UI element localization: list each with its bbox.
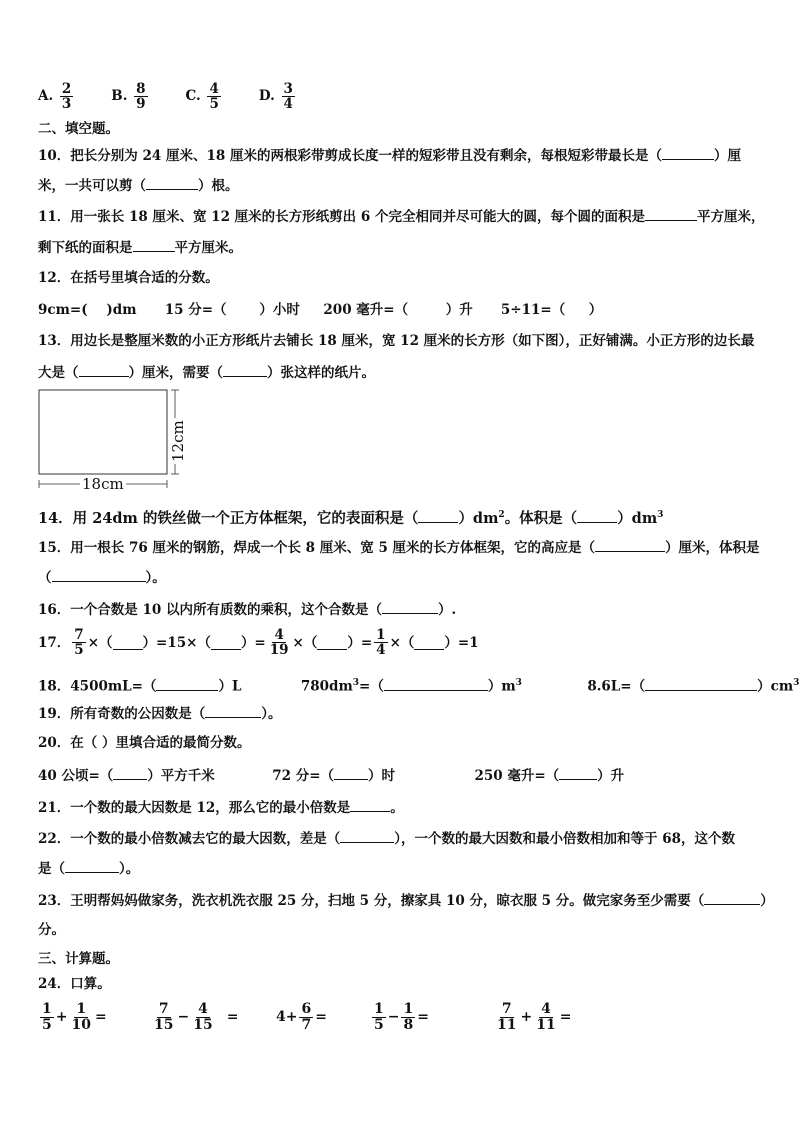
calc-item-2: $\frac{7}{15}$ − $\frac{4}{15}$ = — [154, 1001, 239, 1033]
question-12-items: 9cm=( )dm 15 分=（ ）小时 200 毫升=（ ）升 5÷11=（ ） — [38, 302, 603, 318]
question-10-line1: 10．把长分别为 24 厘米、18 厘米的两根彩带剪成长度一样的短彩带且没有剩余，每根短彩带最长是（ ）厘 — [38, 148, 741, 164]
answer-blank[interactable] — [645, 207, 697, 221]
answer-blank[interactable] — [382, 600, 438, 614]
answer-blank[interactable] — [350, 798, 390, 812]
question-16: 16．一个合数是 10 以内所有质数的乘积，这个合数是（ ）. — [38, 602, 457, 618]
question-11-line2: 剩下纸的面积是 平方厘米。 — [38, 240, 242, 256]
option-letter: A. — [38, 88, 54, 105]
calc-item-3: 4 + $\frac{6}{7}$ = — [276, 1001, 327, 1033]
option-letter: C. — [185, 88, 201, 105]
width-label: 18cm — [82, 475, 124, 493]
question-18: 18．4500mL=（ ）L $780dm^3=$（ ）$m^3$ 8.6L=（ ）$cm^3$ — [38, 678, 799, 695]
section-heading-fill: 二、填空题。 — [38, 121, 119, 137]
option-a[interactable] — [38, 82, 75, 111]
answer-blank[interactable] — [662, 146, 714, 160]
answer-blank[interactable] — [52, 568, 146, 582]
option-d[interactable] — [259, 82, 297, 111]
answer-blank[interactable] — [414, 636, 444, 650]
calc-item-4: $\frac{1}{5}$ − $\frac{1}{8}$ = — [374, 1001, 429, 1033]
height-label: 12cm — [169, 420, 187, 462]
question-24: 24．口算。 — [38, 976, 111, 992]
question-13-line1: 13．用边长是整厘米数的小正方形纸片去铺长 18 厘米，宽 12 厘米的长方形（如下图），正好铺满。小正方形的边长最 — [38, 333, 755, 349]
question-13-line2: 大是（ ）厘米，需要（ ）张这样的纸片。 — [38, 365, 375, 381]
answer-blank[interactable] — [559, 766, 597, 780]
rectangle-shape — [39, 390, 167, 474]
answer-blank[interactable] — [317, 636, 347, 650]
answer-blank[interactable] — [223, 363, 267, 377]
section-heading-calc: 三、计算题。 — [38, 951, 119, 967]
answer-blank[interactable] — [418, 509, 458, 523]
option-b[interactable] — [111, 82, 149, 111]
answer-blank[interactable] — [65, 859, 119, 873]
option-fraction: $\frac{4}{5}$ — [209, 81, 219, 113]
answer-blank[interactable] — [133, 238, 175, 252]
answer-blank[interactable] — [340, 829, 394, 843]
question-10-line2: 米，一共可以剪（ ）根。 — [38, 178, 239, 194]
question-15-line1: 15．用一根长 76 厘米的钢筋，焊成一个长 8 厘米、宽 5 厘米的长方体框架，它的高应是（ ）厘米，体积是 — [38, 540, 760, 556]
option-fraction: $\frac{3}{4}$ — [283, 81, 293, 113]
question-23-line1: 23．王明帮妈妈做家务，洗衣机洗衣服 25 分，扫地 5 分，擦家具 10 分，晾衣服 5 分。做完家务至少需要（ ） — [38, 893, 774, 909]
answer-blank[interactable] — [205, 704, 261, 718]
question-22-line2: 是（ ）。 — [38, 861, 140, 877]
question-20: 20．在（ ）里填合适的最简分数。 — [38, 735, 251, 751]
question-22-line1: 22．一个数的最小倍数减去它的最大因数，差是（ ），一个数的最大因数和最小倍数相加和等于 68，这个数 — [38, 831, 736, 847]
options-row — [38, 82, 333, 111]
answer-blank[interactable] — [146, 176, 198, 190]
question-19: 19．所有奇数的公因数是（ ）。 — [38, 706, 282, 722]
question-12: 12．在括号里填合适的分数。 — [38, 270, 219, 286]
option-fraction: $\frac{8}{9}$ — [136, 81, 146, 113]
question-21: 21．一个数的最大因数是 12，那么它的最小倍数是 。 — [38, 800, 404, 816]
answer-blank[interactable] — [211, 636, 241, 650]
question-20-items: 40 公顷=（ ）平方千米 72 分=（ ）时 250 毫升=（ ）升 — [38, 768, 625, 784]
calc-item-5: $\frac{7}{11}$ + $\frac{4}{11}$ = — [497, 1001, 572, 1033]
answer-blank[interactable] — [113, 636, 143, 650]
option-letter: B. — [111, 88, 128, 105]
answer-blank[interactable] — [645, 677, 757, 691]
question-11-line1: 11．用一张长 18 厘米、宽 12 厘米的长方形纸剪出 6 个完全相同并尽可能大的圆，每个圆的面积是 平方厘米， — [38, 209, 765, 225]
option-c[interactable] — [186, 82, 223, 111]
option-letter: D. — [258, 88, 275, 105]
option-fraction: $\frac{2}{3}$ — [61, 81, 72, 113]
question-14: 14．用 24dm 的铁丝做一个正方体框架，它的表面积是（ ）$dm^2$。体积是（ ）$dm^3$ — [38, 509, 664, 527]
answer-blank[interactable] — [113, 766, 147, 780]
answer-blank[interactable] — [334, 766, 368, 780]
answer-blank[interactable] — [704, 891, 760, 905]
question-15-line2: （ ）。 — [38, 570, 166, 586]
answer-blank[interactable] — [577, 509, 617, 523]
answer-blank[interactable] — [384, 677, 488, 691]
calc-item-1: $\frac{1}{5}$ + $\frac{1}{10}$ = — [42, 1001, 107, 1033]
answer-blank[interactable] — [156, 677, 218, 691]
answer-blank[interactable] — [79, 363, 129, 377]
answer-blank[interactable] — [595, 538, 665, 552]
question-23-line2: 分。 — [38, 922, 65, 938]
question-17: 17． $\frac{7}{5}$ ×（ ）=15×（ ）= $\frac{4}{19}$ ×（ ）= $\frac{1}{4}$ ×（ ）=1 — [38, 627, 479, 659]
